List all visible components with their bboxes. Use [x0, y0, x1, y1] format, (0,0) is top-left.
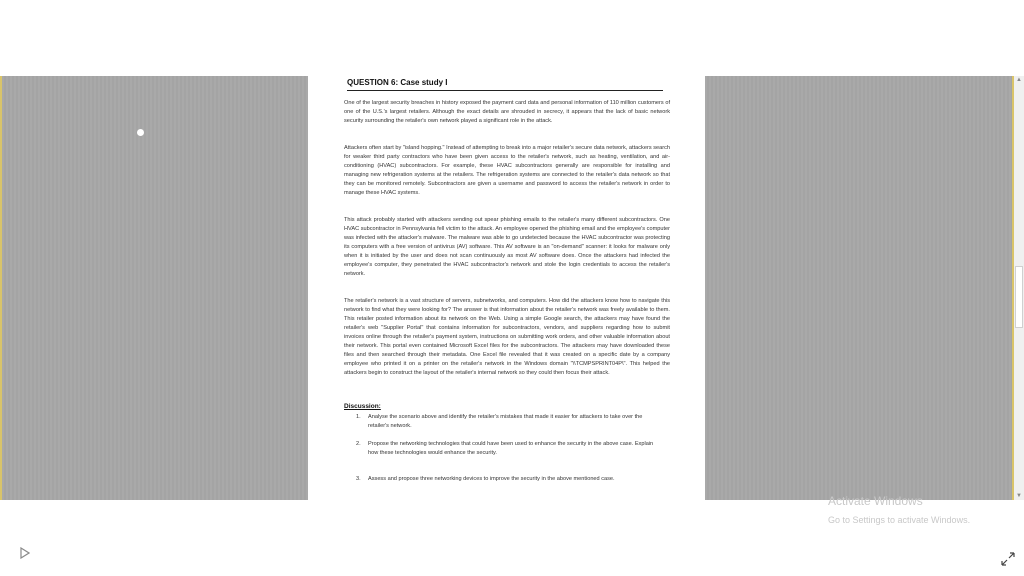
- paragraph-1: One of the largest security breaches in history exposed the payment card data and personal information of 110 million customers of one of the U.S.'s largest retailers. Although the exact details are shrouded in secrecy, it appears that the lack of basic network security surrounding the retailer's own network played a significant role in the attack.: [344, 100, 670, 124]
- paragraph-2: Attackers often start by "island hopping." Instead of attempting to break into a major retailer's secure data network, attackers search for weaker third party contractors who have been given access to the retailer's network, such as heating, ventilation, and air-conditioning (HVAC) subcontractors. For example, these HVAC subcontractors generally are responsible for installing and managing new refrigeration systems at the retailers. The refrigeration systems are connected to the retailer's data network so that they can be monitored remotely. Subcontractors are given a username and password to access the retailer's network in order to manage these HVAC systems.: [344, 145, 670, 196]
- discussion-heading: Discussion:: [344, 403, 381, 410]
- page-title: QUESTION 6: Case study I: [347, 78, 663, 91]
- watermark-title: Activate Windows: [828, 494, 923, 508]
- scroll-down-icon[interactable]: ▼: [1016, 493, 1022, 499]
- question-text: Propose the networking technologies that could have been used to enhance the security in the above case. Explain how these technologies would enhance the security.: [368, 441, 654, 456]
- document-page: [308, 76, 705, 500]
- paragraph-3: This attack probably started with attackers sending out spear phishing emails to the retailer's many different subcontractors. One HVAC subcontractor in Pennsylvania fell victim to the attack. An employee opened the phishing email and the employee's computer was infected with the attacker's malware. The malware was able to go undetected because the HVAC subcontractor was protecting its computers with a free version of antivirus (AV) software. This AV software is an "on-demand" scanner: it looks for malware only when it is initiated by the user and does not scan continuously as most AV software does. Once the attackers had infected the employee's computer, they penetrated the HVAC subcontractor's network and stole the login credentials to access the retailer's network.: [344, 217, 670, 277]
- vertical-scrollbar[interactable]: [1014, 76, 1024, 500]
- question-item: [356, 475, 666, 484]
- question-number: 3.: [356, 476, 361, 482]
- question-text: Assess and propose three networking devices to improve the security in the above mentioned case.: [368, 476, 615, 482]
- question-text: Analyse the scenario above and identify the retailer's mistakes that made it easier for attackers to take over the retailer's network.: [368, 414, 643, 429]
- cursor-dot: [137, 129, 144, 136]
- scrollbar-thumb[interactable]: [1015, 266, 1023, 328]
- question-number: 2.: [356, 441, 361, 447]
- question-item: [356, 413, 666, 431]
- question-item: [356, 440, 666, 458]
- activate-windows-watermark: [828, 494, 970, 526]
- viewer-background-right: [705, 76, 1014, 500]
- question-number: 1.: [356, 414, 361, 420]
- watermark-subtitle: Go to Settings to activate Windows.: [828, 515, 971, 525]
- document-viewer: [0, 76, 1024, 500]
- expand-icon[interactable]: [1000, 551, 1016, 567]
- play-icon[interactable]: [20, 546, 30, 558]
- viewer-background-left: [0, 76, 310, 500]
- paragraph-4: The retailer's network is a vast structure of servers, subnetworks, and computers. How did the attackers know how to navigate this network to find what they were looking for? The answer is that information about the retailer's network was freely available to them. This retailer posted information about its network on the Web. Using a simple Google search, the attackers may have found the retailer's web "Supplier Portal" that contains information for subcontractors, vendors, and suppliers regarding how to submit invoices online through the retailer's payment system, instructions on submitting work orders, and other valuable information about their network. This portal even contained Microsoft Excel files for the subcontractors. The attackers may have downloaded these files and then searched through their metadata. One Excel file revealed that it was created on a specific date by a company employee who printed it on a printer on the retailer's network in the Windows domain "\\TCMPSPRINT04P\". This helped the attackers begin to construct the layout of the retailer's internal network so they could then focus their attack.: [344, 298, 670, 376]
- scroll-up-icon[interactable]: ▲: [1016, 77, 1022, 83]
